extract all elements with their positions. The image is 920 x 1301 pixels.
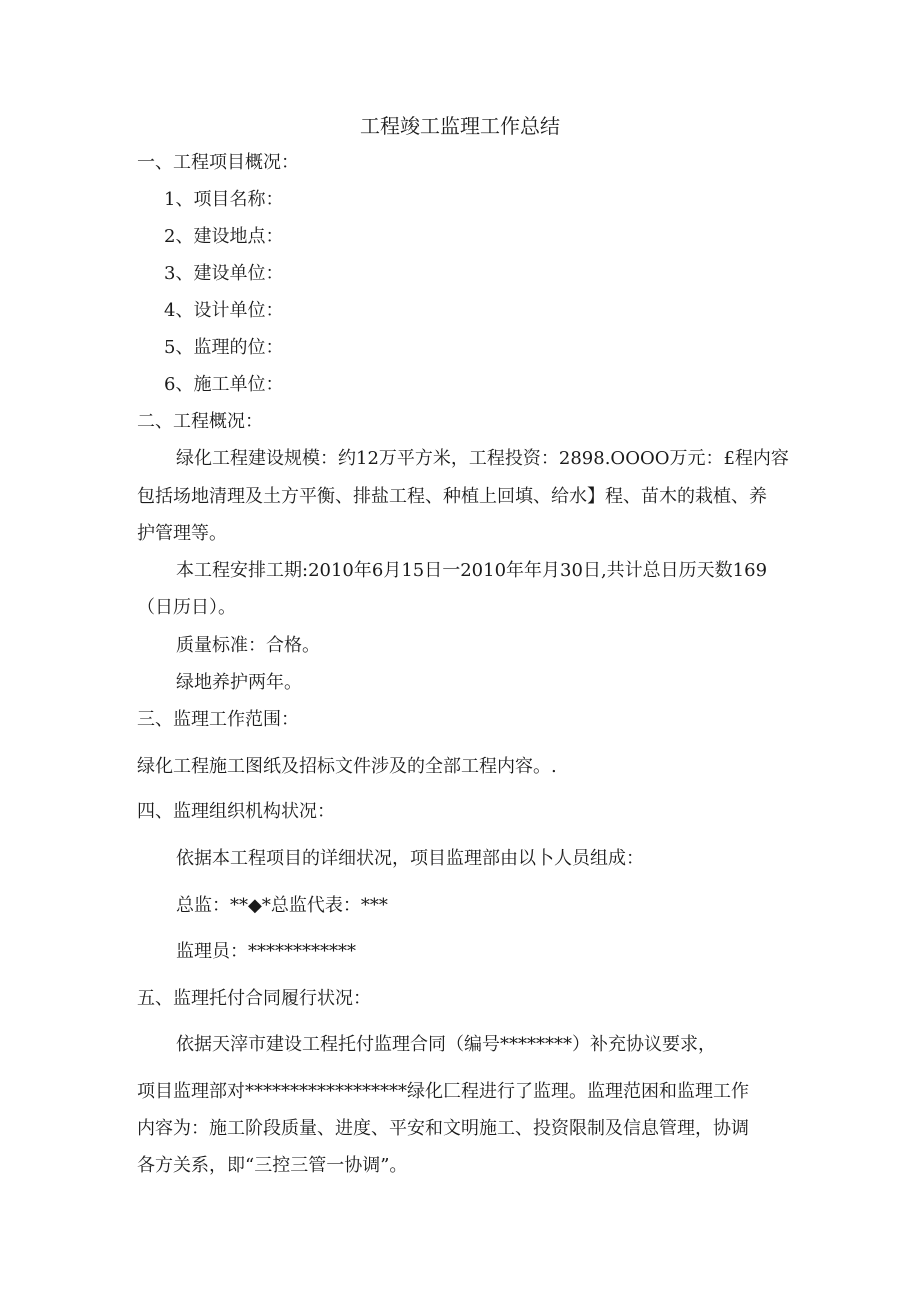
quality-standard: 质量标准：合格。 [176, 635, 320, 656]
scope-text: 绿化工程施工图纸及招标文件涉及的全部工程内容。. [137, 756, 557, 777]
section4-heading: 四、监理组织机构状况： [137, 801, 335, 822]
section3-heading: 三、监理工作范围： [137, 709, 299, 730]
supervisor-staff: 监理员：************ [176, 941, 356, 962]
contract-line-4: 各方关系，即“三控三管一协调”。 [137, 1155, 408, 1176]
design-unit-item: 4、设计单位： [164, 300, 284, 321]
document-title: 工程竣工监理工作总结 [360, 114, 560, 138]
section2-heading: 二、工程概况： [137, 411, 263, 432]
build-unit-item: 3、建设单位： [164, 263, 284, 284]
build-location-item: 2、建设地点： [164, 226, 284, 247]
schedule-line-1: 本工程安排工期:2010年6月15日一2010年年月30日,共计总日历天数169 [176, 560, 768, 581]
construction-unit-item: 6、施工单位： [164, 374, 284, 395]
scale-line-1: 绿化工程建设规模：约12万平方米，工程投资：2898.OOOO万元：£程内容 [176, 448, 789, 469]
project-name-item: 1、项目名称： [164, 189, 284, 210]
schedule-line-2: （日历日）。 [137, 597, 236, 618]
chief-supervisor: 总监：**◆*总监代表：*** [176, 895, 388, 916]
scale-line-2: 包括场地清理及土方平衡、排盐工程、种植上回填、给水】程、苗木的栽植、养 [137, 486, 767, 507]
contract-line-3: 内容为：施工阶段质量、进度、平安和文明施工、投资限制及信息管理，协调 [137, 1118, 749, 1139]
maintenance-period: 绿地养护两年。 [176, 672, 302, 693]
supervision-unit-item: 5、监理的位： [164, 337, 284, 358]
contract-line-1: 依据天滓市建设工程托付监理合同（编号********）补充协议要求， [176, 1034, 716, 1055]
section5-heading: 五、监理托付合同履行状况： [137, 988, 371, 1009]
section1-heading: 一、工程项目概况： [137, 152, 299, 173]
organization-intro: 依据本工程项目的详细状况，项目监理部由以卜人员组成： [176, 848, 644, 869]
contract-line-2: 项目监理部对******************绿化匚程进行了监理。监理范困和监理工作 [137, 1081, 749, 1102]
scale-line-3: 护管理等。 [137, 523, 227, 544]
